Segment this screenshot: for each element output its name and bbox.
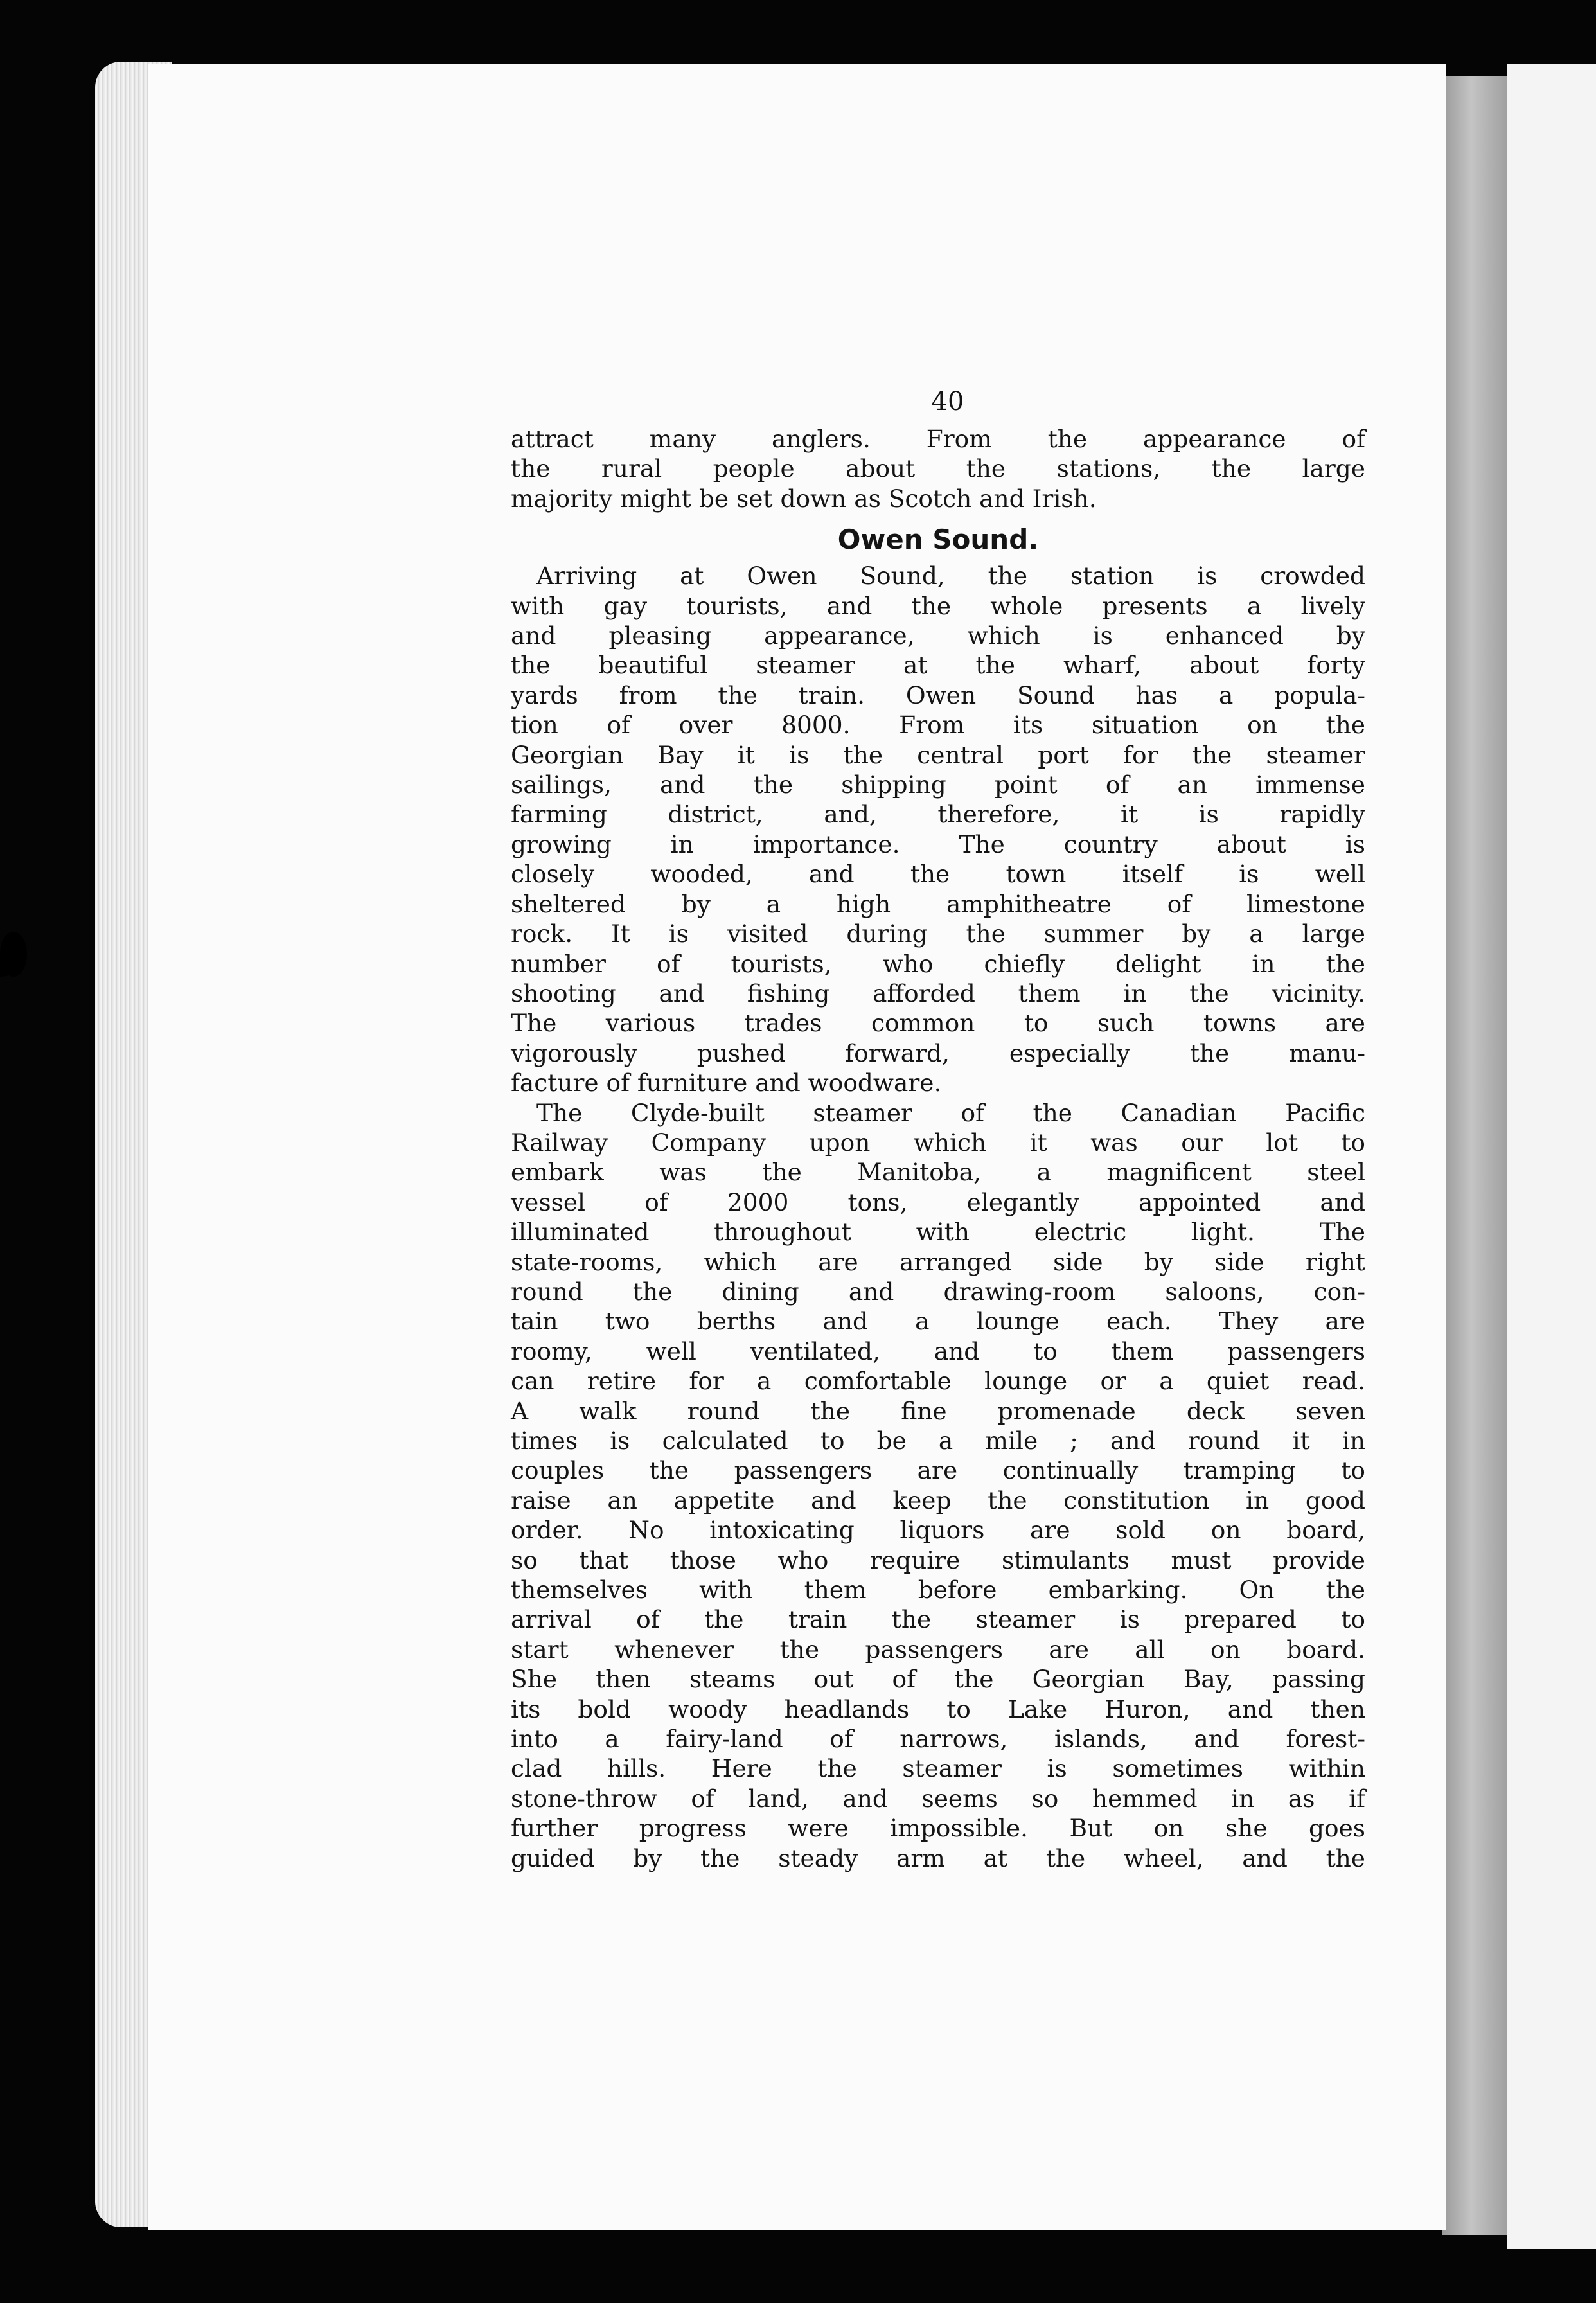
text-line: order. No intoxicating liquors are sold on board,: [511, 1516, 1365, 1545]
page-number: 40: [931, 387, 964, 416]
text-line: clad hills. Here the steamer is sometimes within: [511, 1754, 1365, 1783]
paragraph-3: [511, 1098, 1365, 1874]
text-line: with gay tourists, and the whole presents a lively: [511, 591, 1365, 620]
text-line: tain two berths and a lounge each. They are: [511, 1307, 1365, 1336]
text-line: the rural people about the stations, the large: [511, 454, 1365, 483]
text-line: couples the passengers are continually tramping to: [511, 1456, 1365, 1485]
text-line: stone-throw of land, and seems so hemmed in as if: [511, 1784, 1365, 1813]
text-line: number of tourists, who chiefly delight in the: [511, 949, 1365, 978]
text-line: farming district, and, therefore, it is rapidly: [511, 800, 1365, 829]
text-line: facture of furniture and woodware.: [511, 1069, 942, 1098]
text-line: roomy, well ventilated, and to them passengers: [511, 1337, 1365, 1365]
text-line: the beautiful steamer at the wharf, about forty: [511, 651, 1365, 680]
text-line: sheltered by a high amphitheatre of limestone: [511, 889, 1365, 918]
text-line: closely wooded, and the town itself is well: [511, 860, 1365, 889]
text-line: Railway Company upon which it was our lot to: [511, 1128, 1365, 1157]
paragraph-2: [511, 561, 1365, 1098]
text-column: [511, 382, 1365, 1873]
text-line: tion of over 8000. From its situation on the: [511, 711, 1365, 740]
text-line: majority might be set down as Scotch and Irish.: [511, 484, 1097, 513]
text-line: times is calculated to be a mile ; and round it in: [511, 1427, 1365, 1455]
text-line: The various trades common to such towns are: [511, 1009, 1365, 1038]
book-page: [148, 64, 1446, 2230]
text-line: raise an appetite and keep the constitution in good: [511, 1486, 1365, 1515]
next-page-edge: [1507, 64, 1596, 2249]
text-line: Georgian Bay it is the central port for the steamer: [511, 740, 1365, 769]
text-line: rock. It is visited during the summer by a large: [511, 920, 1365, 948]
text-line: attract many anglers. From the appearance of: [511, 425, 1365, 453]
text-line: round the dining and drawing-room saloons, con-: [511, 1277, 1365, 1306]
text-line: guided by the steady arm at the wheel, and the: [511, 1844, 1365, 1872]
text-line: can retire for a comfortable lounge or a quiet read.: [511, 1367, 1365, 1396]
text-line: its bold woody headlands to Lake Huron, and then: [511, 1694, 1365, 1723]
text-line: yards from the train. Owen Sound has a popula-: [511, 680, 1365, 709]
text-line: She then steams out of the Georgian Bay, passing: [511, 1665, 1365, 1694]
text-line: The Clyde-built steamer of the Canadian Pacific: [536, 1098, 1365, 1127]
text-line: vigorously pushed forward, especially the manu-: [511, 1038, 1365, 1067]
text-line: so that those who require stimulants must provide: [511, 1545, 1365, 1574]
text-line: and pleasing appearance, which is enhanced by: [511, 621, 1365, 650]
text-line: vessel of 2000 tons, elegantly appointed and: [511, 1187, 1365, 1216]
section-heading: Owen Sound.: [837, 524, 1039, 556]
text-line: growing in importance. The country about is: [511, 830, 1365, 858]
paragraph-1: [511, 424, 1365, 513]
text-line: illuminated throughout with electric light. The: [511, 1218, 1365, 1247]
text-line: embark was the Manitoba, a magnificent steel: [511, 1158, 1365, 1187]
text-line: start whenever the passengers are all on board.: [511, 1635, 1365, 1664]
text-line: sailings, and the shipping point of an immense: [511, 770, 1365, 799]
text-line: state-rooms, which are arranged side by side right: [511, 1247, 1365, 1276]
next-page-shadow: [1442, 76, 1507, 2235]
text-line: Arriving at Owen Sound, the station is crowded: [536, 562, 1365, 591]
text-line: into a fairy-land of narrows, islands, and forest-: [511, 1725, 1365, 1754]
text-line: shooting and fishing afforded them in the vicinity.: [511, 979, 1365, 1008]
text-line: A walk round the fine promenade deck seven: [511, 1396, 1365, 1425]
text-line: arrival of the train the steamer is prepared to: [511, 1605, 1365, 1634]
text-line: themselves with them before embarking. On the: [511, 1576, 1365, 1605]
text-line: further progress were impossible. But on she goes: [511, 1814, 1365, 1843]
